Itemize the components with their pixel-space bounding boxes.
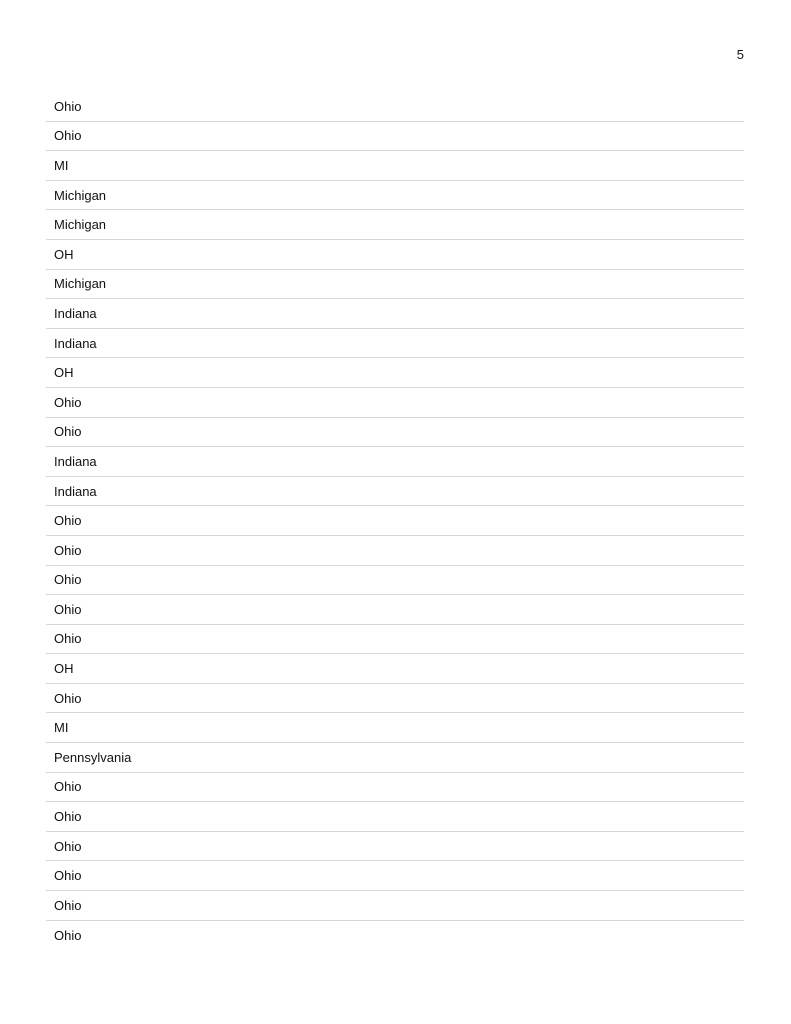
list-item: Ohio [46, 861, 744, 891]
list-item: Michigan [46, 181, 744, 211]
list-item: Ohio [54, 927, 82, 943]
list-item: Ohio [46, 595, 744, 625]
list-item: Indiana [46, 299, 744, 329]
state-list [46, 92, 744, 950]
list-item: Ohio [46, 566, 744, 596]
list-item: MI [46, 713, 744, 743]
list-item: Ohio [46, 773, 744, 803]
list-item: Pennsylvania [46, 743, 744, 773]
list-item: Michigan [46, 210, 744, 240]
list-item: Michigan [46, 270, 744, 300]
page-number: 5 [736, 47, 744, 62]
list-item: OH [46, 358, 744, 388]
list-item: Ohio [46, 388, 744, 418]
list-item: Ohio [46, 418, 744, 448]
list-item: MI [46, 151, 744, 181]
list-item: Indiana [46, 329, 744, 359]
list-item: Ohio [46, 832, 744, 862]
list-item: OH [46, 240, 744, 270]
list-item: Ohio [46, 802, 744, 832]
list-item: OH [46, 654, 744, 684]
list-item: Ohio [46, 891, 744, 921]
list-item: Indiana [46, 447, 744, 477]
list-item: Ohio [46, 625, 744, 655]
list-item: Indiana [46, 477, 744, 507]
list-item: Ohio [46, 92, 744, 122]
list-item: Ohio [46, 122, 744, 152]
list-item: Ohio [46, 684, 744, 714]
list-item: Ohio [46, 506, 744, 536]
list-item: Ohio [46, 536, 744, 566]
